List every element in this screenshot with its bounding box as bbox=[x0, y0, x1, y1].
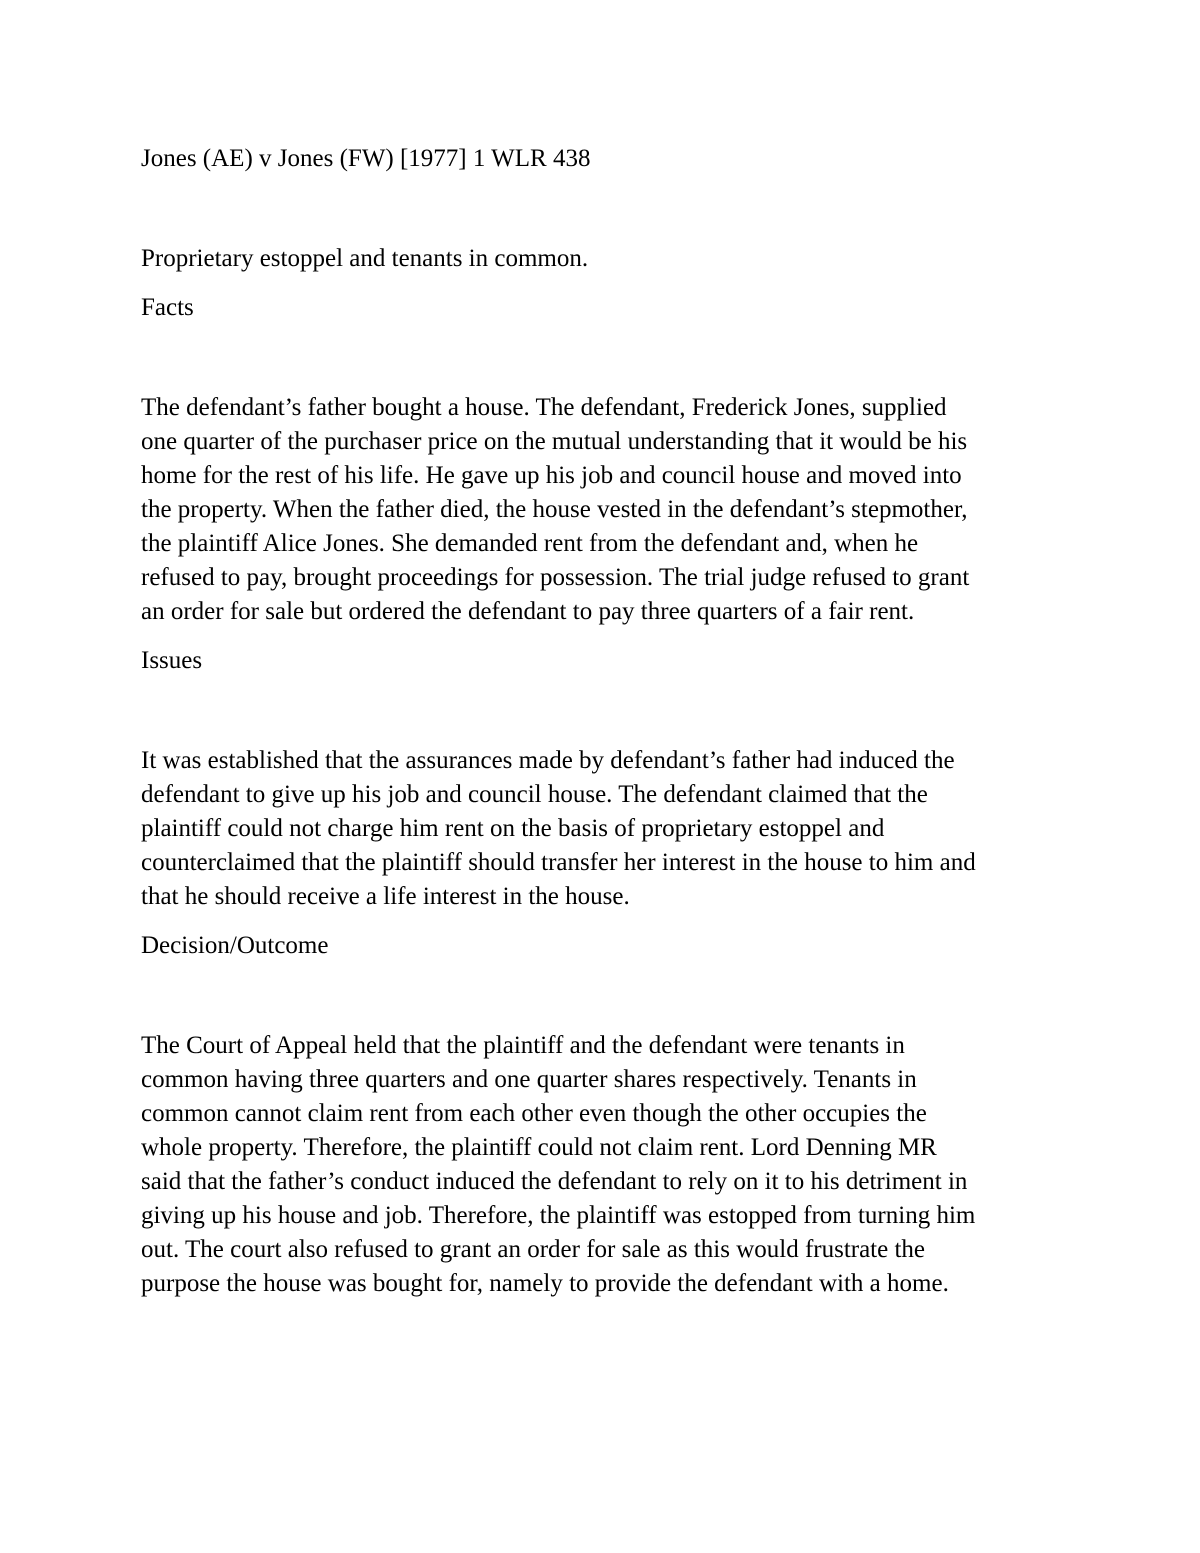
section-paragraph-decision bbox=[141, 1029, 1071, 1301]
paragraph-line: the property. When the father died, the house vested in the defendant’s stepmother, bbox=[141, 496, 968, 523]
case-title: Jones (AE) v Jones (FW) [1977] 1 WLR 438 bbox=[141, 145, 591, 172]
section-heading-decision: Decision/Outcome bbox=[141, 932, 329, 959]
paragraph-line: that he should receive a life interest in the house. bbox=[141, 883, 630, 910]
document-body bbox=[141, 142, 1071, 1316]
paragraph-line: an order for sale but ordered the defendant to pay three quarters of a fair rent. bbox=[141, 598, 915, 625]
section-heading-facts: Facts bbox=[141, 294, 194, 321]
paragraph-line: out. The court also refused to grant an order for sale as this would frustrate the bbox=[141, 1236, 926, 1263]
paragraph-line: The defendant’s father bought a house. The defendant, Frederick Jones, supplied bbox=[141, 394, 947, 421]
paragraph-line: whole property. Therefore, the plaintiff could not claim rent. Lord Denning MR bbox=[141, 1134, 937, 1161]
paragraph-line: plaintiff could not charge him rent on the basis of proprietary estoppel and bbox=[141, 815, 885, 842]
paragraph-line: common having three quarters and one quarter shares respectively. Tenants in bbox=[141, 1066, 917, 1093]
section-heading-issues: Issues bbox=[141, 647, 203, 674]
case-subtitle: Proprietary estoppel and tenants in common. bbox=[141, 245, 589, 272]
section-paragraph-facts bbox=[141, 391, 1071, 629]
paragraph-line: purpose the house was bought for, namely to provide the defendant with a home. bbox=[141, 1270, 949, 1297]
paragraph-line: defendant to give up his job and council house. The defendant claimed that the bbox=[141, 781, 928, 808]
paragraph-line: one quarter of the purchaser price on the mutual understanding that it would be his bbox=[141, 428, 968, 455]
paragraph-line: the plaintiff Alice Jones. She demanded rent from the defendant and, when he bbox=[141, 530, 919, 557]
paragraph-line: home for the rest of his life. He gave up his job and council house and moved into bbox=[141, 462, 962, 489]
paragraph-line: counterclaimed that the plaintiff should transfer her interest in the house to him and bbox=[141, 849, 976, 876]
paragraph-line: It was established that the assurances made by defendant’s father had induced the bbox=[141, 747, 955, 774]
paragraph-line: The Court of Appeal held that the plaintiff and the defendant were tenants in bbox=[141, 1032, 905, 1059]
paragraph-line: said that the father’s conduct induced the defendant to rely on it to his detriment in bbox=[141, 1168, 968, 1195]
section-paragraph-issues bbox=[141, 744, 1071, 914]
paragraph-line: giving up his house and job. Therefore, the plaintiff was estopped from turning him bbox=[141, 1202, 976, 1229]
paragraph-line: common cannot claim rent from each other even though the other occupies the bbox=[141, 1100, 927, 1127]
paragraph-line: refused to pay, brought proceedings for possession. The trial judge refused to grant bbox=[141, 564, 970, 591]
